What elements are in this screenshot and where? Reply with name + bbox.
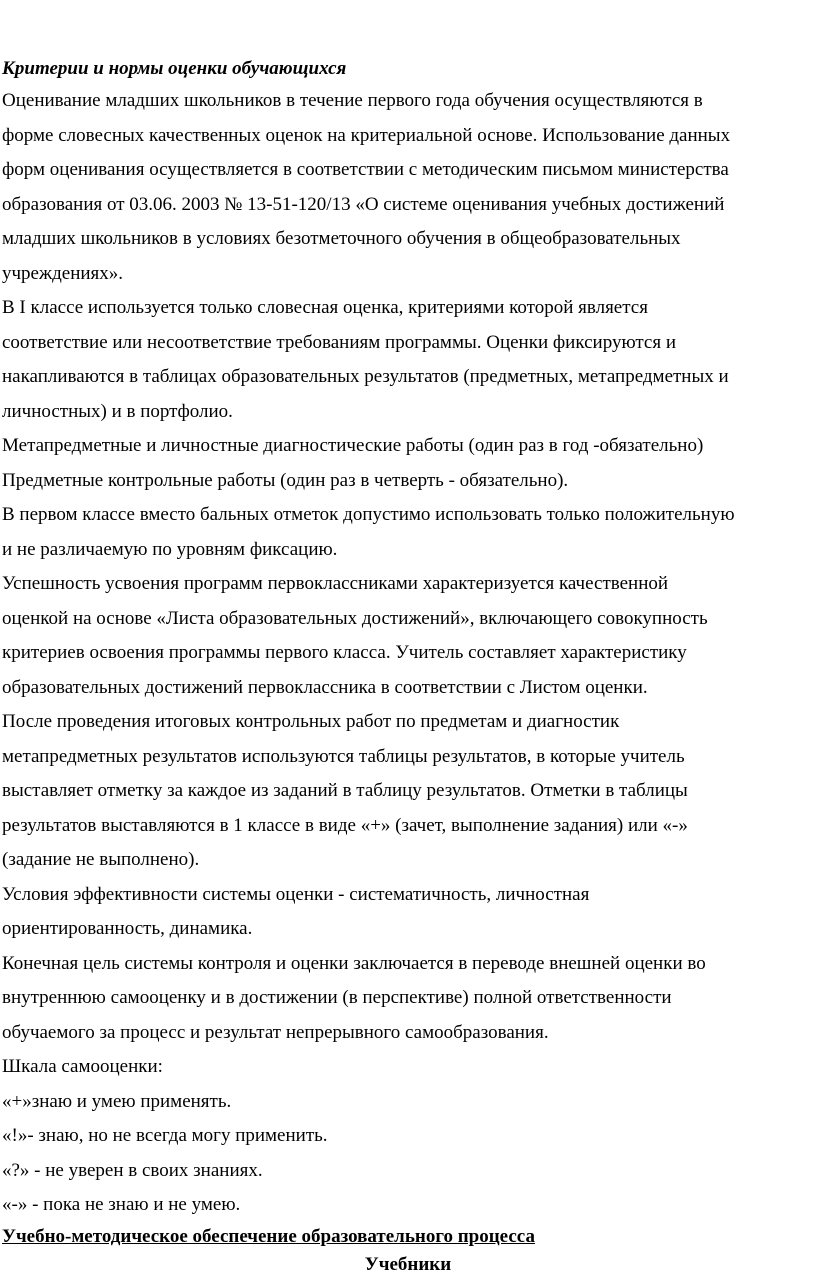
text-line: Оценивание младших школьников в течение первого года обучения осуществляются в xyxy=(2,90,703,111)
document-heading: Критерии и нормы оценки обучающихся xyxy=(2,58,347,79)
text-line: ориентированность, динамика. xyxy=(2,918,253,939)
text-line: учреждениях». xyxy=(2,262,124,284)
text-line: выставляет отметку за каждое из заданий в таблицу результатов. Отметки в таблицы xyxy=(2,780,688,801)
text-line: личностных) и в портфолио. xyxy=(2,400,233,422)
text-line: Предметные контрольные работы (один раз в четверть - обязательно). xyxy=(2,469,569,491)
document-page xyxy=(2,54,814,1279)
text-line: (задание не выполнено). xyxy=(2,849,200,870)
text-line: оценкой на основе «Листа образовательных достижений», включающего совокупность xyxy=(2,607,708,629)
text-line: Шкала самооценки: xyxy=(2,1056,163,1077)
text-line: критериев освоения программы первого класса. Учитель составляет характеристику xyxy=(2,642,687,663)
text-line: Успешность усвоения программ первоклассниками характеризуется качественной xyxy=(2,573,669,594)
text-line: «!»- знаю, но не всегда могу применить. xyxy=(2,1125,328,1146)
text-line: соответствие или несоответствие требованиям программы. Оценки фиксируются и xyxy=(2,331,677,353)
text-line: Конечная цель системы контроля и оценки заключается в переводе внешней оценки во xyxy=(2,952,706,974)
text-line: образовательных достижений первоклассника в соответствии с Листом оценки. xyxy=(2,676,648,698)
text-line: Условия эффективности системы оценки - систематичность, личностная xyxy=(2,883,590,905)
text-line: После проведения итоговых контрольных работ по предметам и диагностик xyxy=(2,711,620,732)
text-line: образования от 03.06. 2003 № 13-51-120/13 «О системе оценивания учебных достижений xyxy=(2,193,725,215)
text-line: «-» - пока не знаю и не умею. xyxy=(2,1194,241,1215)
text-line: Метапредметные и личностные диагностические работы (один раз в год -обязательно) xyxy=(2,435,704,456)
section-title: Учебно-методическое обеспечение образовательного процесса xyxy=(2,1225,535,1247)
text-line: метапредметных результатов используются таблицы результатов, в которые учитель xyxy=(2,745,685,767)
subsection-title: Учебники xyxy=(364,1253,452,1275)
text-line: и не различаемую по уровням фиксацию. xyxy=(2,538,338,560)
text-line: накапливаются в таблицах образовательных результатов (предметных, метапредметных и xyxy=(2,366,729,387)
document-body xyxy=(2,84,814,1223)
text-line: «+»знаю и умею применять. xyxy=(2,1090,232,1112)
text-line: младших школьников в условиях безотметочного обучения в общеобразовательных xyxy=(2,228,681,249)
text-line: форме словесных качественных оценок на критериальной основе. Использование данных xyxy=(2,124,731,146)
text-line: В первом классе вместо бальных отметок допустимо использовать только положительную xyxy=(2,504,735,525)
text-line: обучаемого за процесс и результат непрерывного самообразования. xyxy=(2,1021,549,1043)
text-line: форм оценивания осуществляется в соответствии с методическим письмом министерства xyxy=(2,159,729,180)
text-line: «?» - не уверен в своих знаниях. xyxy=(2,1159,263,1181)
text-line: В I классе используется только словесная оценка, критериями которой является xyxy=(2,297,648,318)
text-line: результатов выставляются в 1 классе в виде «+» (зачет, выполнение задания) или «-» xyxy=(2,814,688,836)
text-line: внутреннюю самооценку и в достижении (в перспективе) полной ответственности xyxy=(2,987,672,1008)
